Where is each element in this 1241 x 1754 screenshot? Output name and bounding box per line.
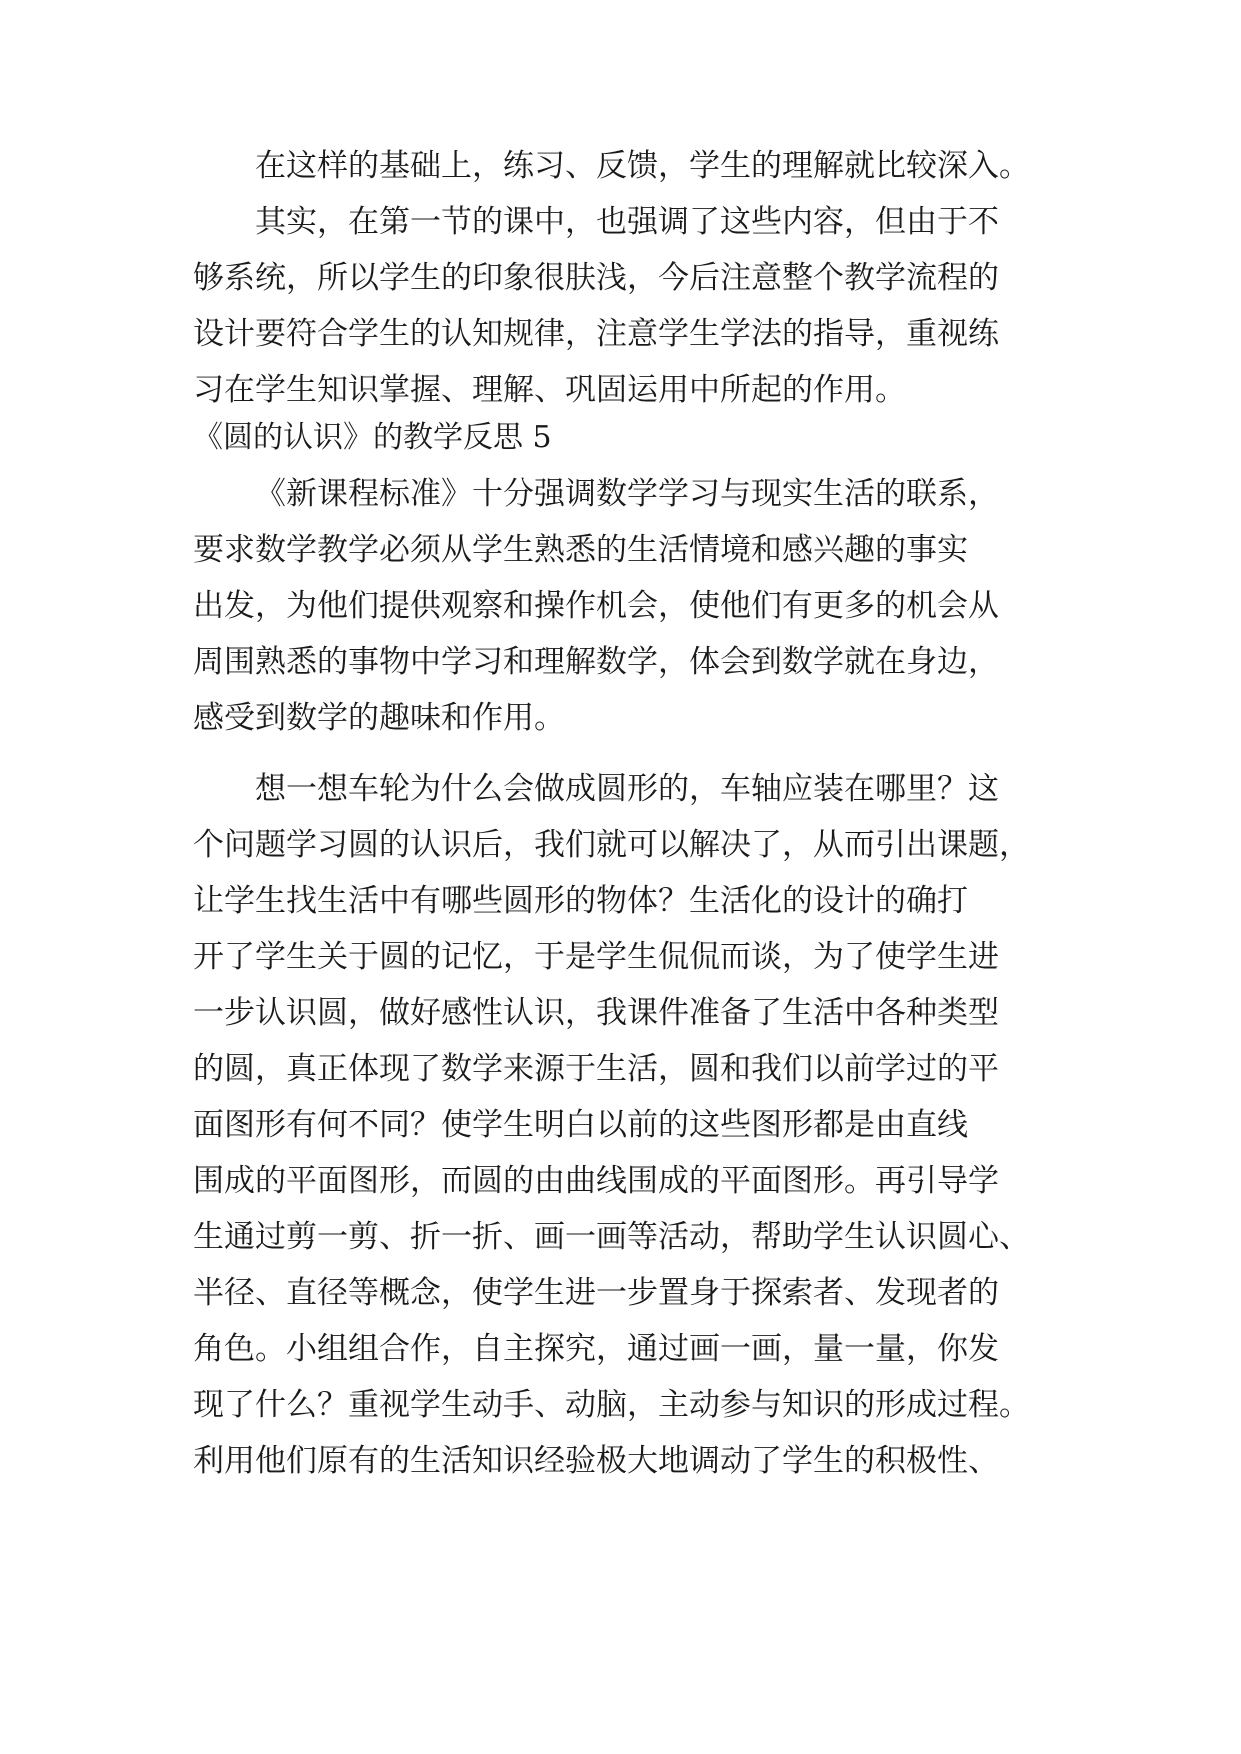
text-line: 开了学生关于圆的记忆，于是学生侃侃而谈，为了使学生进 (193, 939, 999, 975)
text-line: 面图形有何不同？使学生明白以前的这些图形都是由直线 (193, 1107, 968, 1143)
text-line: 角色。小组组合作，自主探究，通过画一画，量一量，你发 (193, 1331, 999, 1367)
text-line: 生通过剪一剪、折一折、画一画等活动，帮助学生认识圆心、 (193, 1219, 1030, 1255)
text-line: 利用他们原有的生活知识经验极大地调动了学生的积极性、 (193, 1443, 999, 1479)
text-line: 想一想车轮为什么会做成圆形的，车轴应装在哪里？这 (255, 771, 999, 807)
text-line: 周围熟悉的事物中学习和理解数学，体会到数学就在身边， (193, 644, 999, 680)
text-line: 在这样的基础上，练习、反馈，学生的理解就比较深入。 (255, 148, 1030, 184)
text-line: 的圆，真正体现了数学来源于生活，圆和我们以前学过的平 (193, 1051, 999, 1087)
text-line: 感受到数学的趣味和作用。 (193, 700, 565, 736)
text-line: 其实，在第一节的课中，也强调了这些内容，但由于不 (255, 204, 999, 240)
text-line: 《新课程标准》十分强调数学学习与现实生活的联系， (255, 476, 999, 512)
text-line: 半径、直径等概念，使学生进一步置身于探索者、发现者的 (193, 1275, 999, 1311)
text-line: 围成的平面图形，而圆的由曲线围成的平面图形。再引导学 (193, 1163, 999, 1199)
section-heading: 《圆的认识》的教学反思 5 (193, 420, 552, 455)
text-line: 习在学生知识掌握、理解、巩固运用中所起的作用。 (193, 372, 906, 408)
text-line: 个问题学习圆的认识后，我们就可以解决了，从而引出课题， (193, 827, 1030, 863)
text-line: 够系统，所以学生的印象很肤浅，今后注意整个教学流程的 (193, 260, 999, 296)
text-line: 现了什么？重视学生动手、动脑，主动参与知识的形成过程。 (193, 1387, 1030, 1423)
text-line: 一步认识圆，做好感性认识，我课件准备了生活中各种类型 (193, 995, 999, 1031)
text-line: 出发，为他们提供观察和操作机会，使他们有更多的机会从 (193, 588, 999, 624)
text-line: 设计要符合学生的认知规律，注意学生学法的指导，重视练 (193, 316, 999, 352)
text-line: 要求数学教学必须从学生熟悉的生活情境和感兴趣的事实 (193, 532, 968, 568)
text-line: 让学生找生活中有哪些圆形的物体？生活化的设计的确打 (193, 883, 968, 919)
